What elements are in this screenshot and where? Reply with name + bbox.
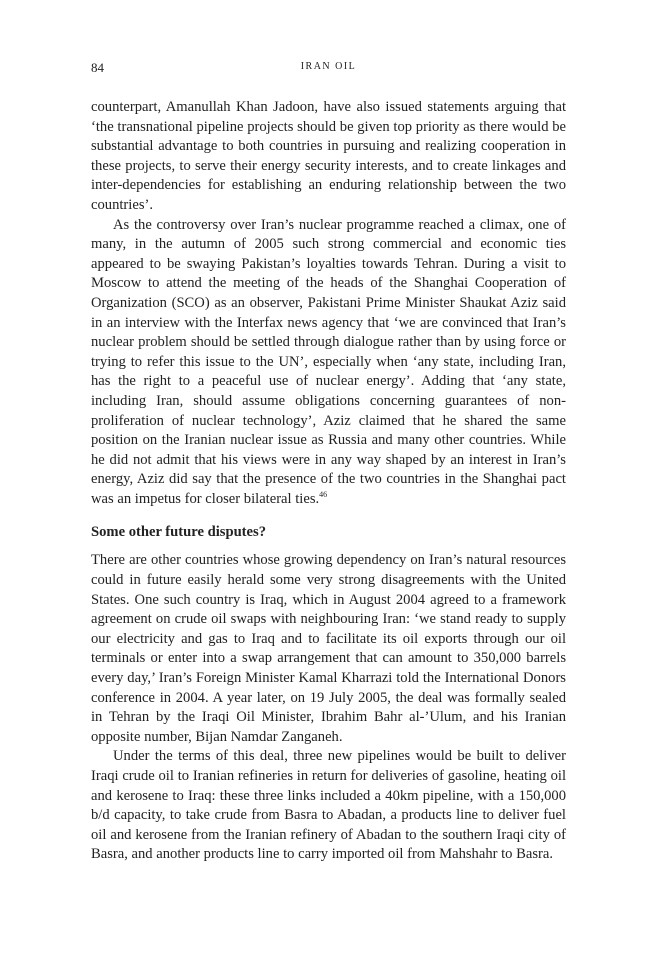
running-head: IRAN OIL (300, 61, 357, 72)
paragraph (91, 216, 566, 510)
page-header (91, 60, 566, 76)
paragraph-text: As the controversy over Iran’s nuclear programme reached a climax, one of many, in the autumn of 2005 such strong commercial and economic ties appeared to be swaying Pakistan’s loyalties towards Tehran. During a visit to Moscow to attend the meeting of the heads of the Shanghai Cooperation of Organization (SCO) as an observer, Pakistani Prime Minister Shaukat Aziz said in an interview with the Interfax news agency that ‘we are convinced that Iran’s nuclear problem should be settled through dialogue rather than by using force or trying to refer this issue to the UN’, especially when ‘any state, including Iran, has the right to a peaceful use of nuclear energy’. Adding that ‘any state, including Iran, should assume obligations concerning guarantees of non-proliferation of nuclear technology’, Aziz claimed that he shared the same position on the Iranian nuclear issue as Russia and many other countries. While he did not admit that his views were in any way shaped by an interest in Iran’s energy, Aziz did say that the presence of the two countries in the Shanghai pact was an impetus for closer bilateral ties. (91, 216, 566, 507)
section-heading: Some other future disputes? (91, 524, 266, 541)
footnote-ref[interactable]: 46 (319, 490, 328, 500)
paragraph: Under the terms of this deal, three new pipelines would be built to deliver Iraqi crude oil to Iranian refineries in return for deliveries of gasoline, heating oil and kerosene to Iraq: these three links included a 40km pipeline, with a 150,000 b/d capacity, to take crude from Basra to Abadan, a products line to deliver fuel oil and kerosene from the Iranian refinery of Abadan to the southern Iraqi city of Basra, and another products line to carry imported oil from Mahshahr to Basra. (91, 748, 566, 863)
page-body (91, 98, 566, 865)
paragraph: There are other countries whose growing dependency on Iran’s natural resources could in future easily herald some very strong disagreements with the United States. One such country is Iraq, which in August 2004 agreed to a framework agreement on crude oil swaps with neighbouring Iran: ‘we stand ready to supply our electricity and gas to Iraq and to facilitate its oil exports through our oil terminals or enter into a swap arrangement that can amount to 350,000 barrels every day,’ Iran’s Foreign Minister Kamal Kharrazi told the International Donors conference in 2004. A year later, on 19 July 2005, the deal was formally sealed in Tehran by the Iraqi Oil Minister, Ibrahim Bahr al-’Ulum, and his Iranian opposite number, Bijan Namdar Zanganeh. (91, 552, 566, 745)
page-number: 84 (91, 60, 104, 75)
paragraph: counterpart, Amanullah Khan Jadoon, have also issued statements arguing that ‘the transnational pipeline projects should be given top priority as there would be substantial advantage to both countries in pursuing and realizing cooperation in these projects, to serve their energy security interests, and to create linkages and inter-dependencies for establishing an enduring relationship between the two countries’. (91, 99, 566, 213)
